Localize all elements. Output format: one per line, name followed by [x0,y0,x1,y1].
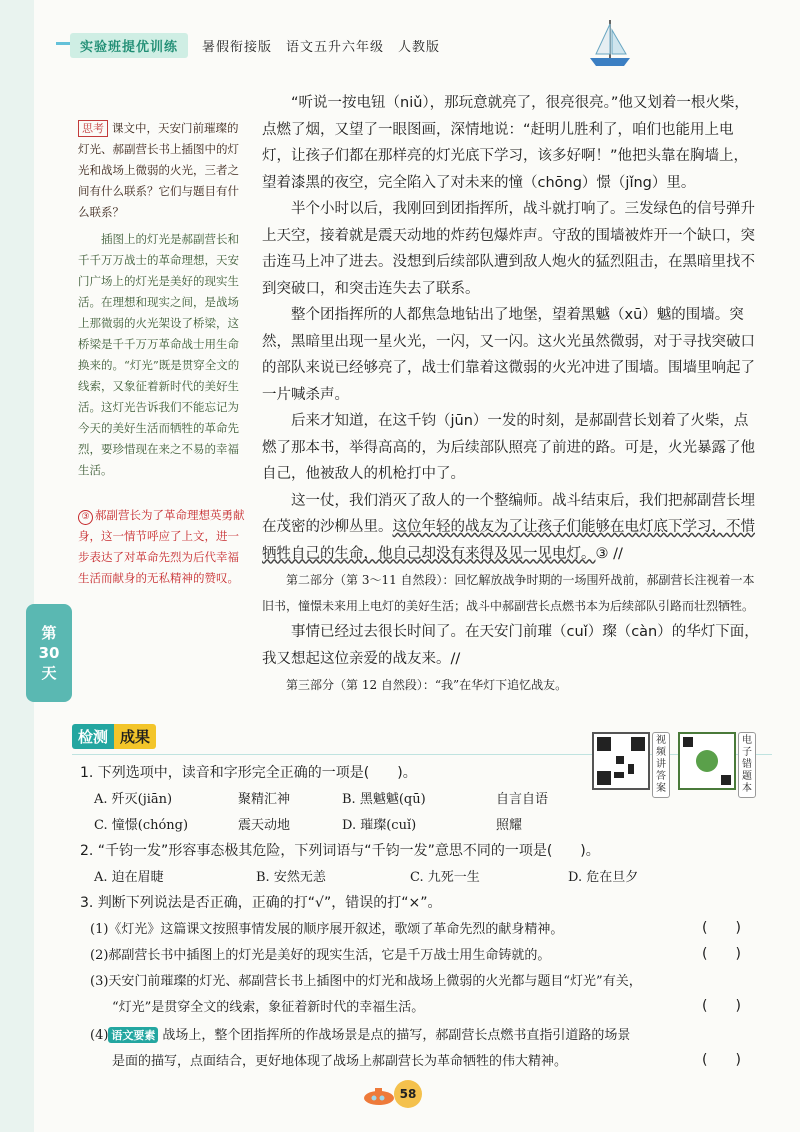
section-title-b: 成果 [114,724,156,749]
think-tag: 思考 [78,120,108,137]
paragraph: 半个小时以后，我刚回到团指挥所，战斗就打响了。三发绿色的信号弹升上天空，接着就是震天动地的炸药包爆炸声。守敌的围墙被炸开一个缺口，突击连马上冲了进去。没想到后续部队遭到敌人炮火的猛烈阻击，在黑暗里找不到突破口，和突击连失去了联系。 [262,201,755,297]
q2-option-a[interactable]: A. 迫在眉睫 [94,870,164,885]
brand-label: 实验班提优训练 [70,33,188,58]
submarine-icon [362,1086,396,1106]
qr-label-errorbook: 电子错题本 [738,732,756,798]
section-header [72,724,156,748]
q3-statement-1: (1)《灯光》这篇课文按照事情发展的顺序展开叙述，歌颂了革命先烈的献身精神。 [90,922,564,937]
paragraph-mark: ③ // [595,545,623,562]
q1-option-d[interactable]: D. 璀璨(cuǐ) [342,818,417,833]
key-sentence: 这位年轻的战友为了让孩子们能够在电灯底下学习，不惜牺牲自己的生命，他自己却没有来得及见一见电灯。 [262,519,755,562]
q3-statement-3b: “灯光”是贯穿全文的线索，象征着新时代的幸福生活。 [112,1000,425,1015]
question-3-stem: 3. 判断下列说法是否正确，正确的打“√”，错误的打“×”。 [80,895,442,911]
qr-code-video[interactable] [592,732,650,790]
q1-option-c-word: 震天动地 [238,818,291,833]
q1-option-b-word: 自言自语 [496,792,549,807]
edition-label: 暑假衔接版 语文五升六年级 人教版 [202,39,441,55]
sailboat-icon [586,18,634,70]
paragraph: “听说一按电钮（niǔ），那玩意就亮了，很亮很亮。”他又划着一根火柴，点燃了烟，又望了一眼图画，深情地说：“赶明儿胜利了，咱们也能用上电灯，让孩子们都在那样亮的灯光底下学习，该多好啊！”他把头靠在胸墙上，望着漆黑的夜空，完全陷入了对未来的憧（chōng）憬（jǐng）里。 [262,95,749,191]
page-header [70,32,440,58]
paragraph-part: 这一仗，我们消灭了敌人的一个整编师。战斗结束后，我们把郝副营长埋在茂密的沙柳丛里。 [262,492,755,535]
element-badge: 语文要素 [108,1027,158,1043]
question-1-stem: 1. 下列选项中，读音和字形完全正确的一项是( )。 [80,765,417,781]
q1-option-a-word: 聚精汇神 [238,792,291,807]
q3-statement-4a [90,1024,630,1043]
q3-answer-blank-1[interactable]: ( ) [702,920,741,936]
day-tab-line3: 天 [41,664,57,682]
q2-option-b[interactable]: B. 安然无恙 [256,870,326,885]
annotation-note [78,505,248,589]
q2-option-c[interactable]: C. 九死一生 [410,870,480,885]
q2-option-d[interactable]: D. 危在旦夕 [568,870,639,885]
q3-answer-blank-2[interactable]: ( ) [702,946,741,962]
question-2-stem: 2. “千钧一发”形容事态极其危险，下列词语与“千钧一发”意思不同的一项是( )。 [80,843,600,859]
qr-label-video: 视频讲答案 [652,732,670,798]
q3-answer-blank-3[interactable]: ( ) [702,998,741,1014]
paragraph: 后来才知道，在这千钧（jūn）一发的时刻，是郝副营长划着了火柴，点燃了那本书，举得高高的，为后续部队照亮了前进的路。可是，火光暴露了他自己，他被敌人的机枪打中了。 [262,413,755,482]
lesson-text [262,90,762,698]
q3-item-4-number: (4) [90,1028,109,1043]
paragraph [262,488,762,568]
q1-option-c[interactable]: C. 憧憬(chóng) [94,818,189,833]
day-tab [26,604,72,702]
qr-code-errorbook[interactable] [678,732,736,790]
page-margin-strip [0,0,34,1132]
note-number: ③ [78,510,93,525]
q3-item-4-text: 战场上，整个团指挥所的作战场景是点的描写，郝副营长点燃书直指引道路的场景 [162,1028,631,1043]
section-summary: 第三部分（第 12 自然段）：“我”在华灯下追忆战友。 [286,678,568,692]
side-notes [78,118,248,589]
q1-option-b[interactable]: B. 黑魆魆(qū) [342,792,426,807]
q3-statement-4b: 是面的描写，点面结合，更好地体现了战场上郝副营长为革命牺牲的伟大精神。 [112,1054,568,1069]
q3-statement-3a: (3)天安门前璀璨的灯光、郝副营长书上插图中的灯光和战场上微弱的火光都与题目“灯光”有关， [90,974,642,989]
section-title-a: 检测 [72,724,114,749]
q3-answer-blank-4[interactable]: ( ) [702,1052,741,1068]
section-summary: 第二部分（第 3～11 自然段）：回忆解放战争时期的一场围歼战前，郝副营长注视着一本旧书，憧憬未来用上电灯的美好生活；战斗中郝副营长点燃书本为后续部队引路而壮烈牺牲。 [262,573,755,613]
paragraph: 整个团指挥所的人都焦急地钻出了地堡，望着黑魆（xū）魆的围墙。突然，黑暗里出现一星火光，一闪，又一闪。这火光虽然微弱，对于寻找突破口的部队来说已经够亮了，战士们靠着这微弱的火光冲进了围墙。围墙里响起了一片喊杀声。 [262,307,755,403]
note-text: 郝副营长为了革命理想英勇献身，这一情节呼应了上文，进一步表达了对革命先烈为后代幸福生活而献身的无私精神的赞叹。 [78,508,245,585]
q3-statement-2: (2)郝副营长书中插图上的灯光是美好的现实生活，它是千万战士用生命铸就的。 [90,948,551,963]
think-answer: 插图上的灯光是郝副营长和千千万万战士的革命理想，天安门广场上的灯光是美好的现实生活。在理想和现实之间，是战场上那微弱的火光架设了桥梁，这桥梁是千千万万革命战士用生命换来的。“灯光”既是贯穿全文的线索，又象征着新时代的美好生活。这灯光告诉我们不能忘记为今天的美好生活而牺牲的革命先烈，要珍惜现在来之不易的幸福生活。 [78,232,240,477]
q1-option-a[interactable]: A. 歼灭(jiān) [94,792,173,807]
think-question-text: 课文中，天安门前璀璨的灯光、郝副营长书上插图中的灯光和战场上微弱的火光，三者之间有什么联系？它们与题目有什么联系？ [78,121,239,219]
think-question [78,118,248,223]
q1-option-d-word: 照耀 [496,818,523,833]
page-number: 58 [394,1080,422,1108]
paragraph: 事情已经过去很长时间了。在天安门前璀（cuǐ）璨（càn）的华灯下面，我又想起这位亲爱的战友来。// [262,624,759,667]
day-tab-number: 30 [38,644,60,662]
day-tab-line1: 第 [41,624,57,642]
